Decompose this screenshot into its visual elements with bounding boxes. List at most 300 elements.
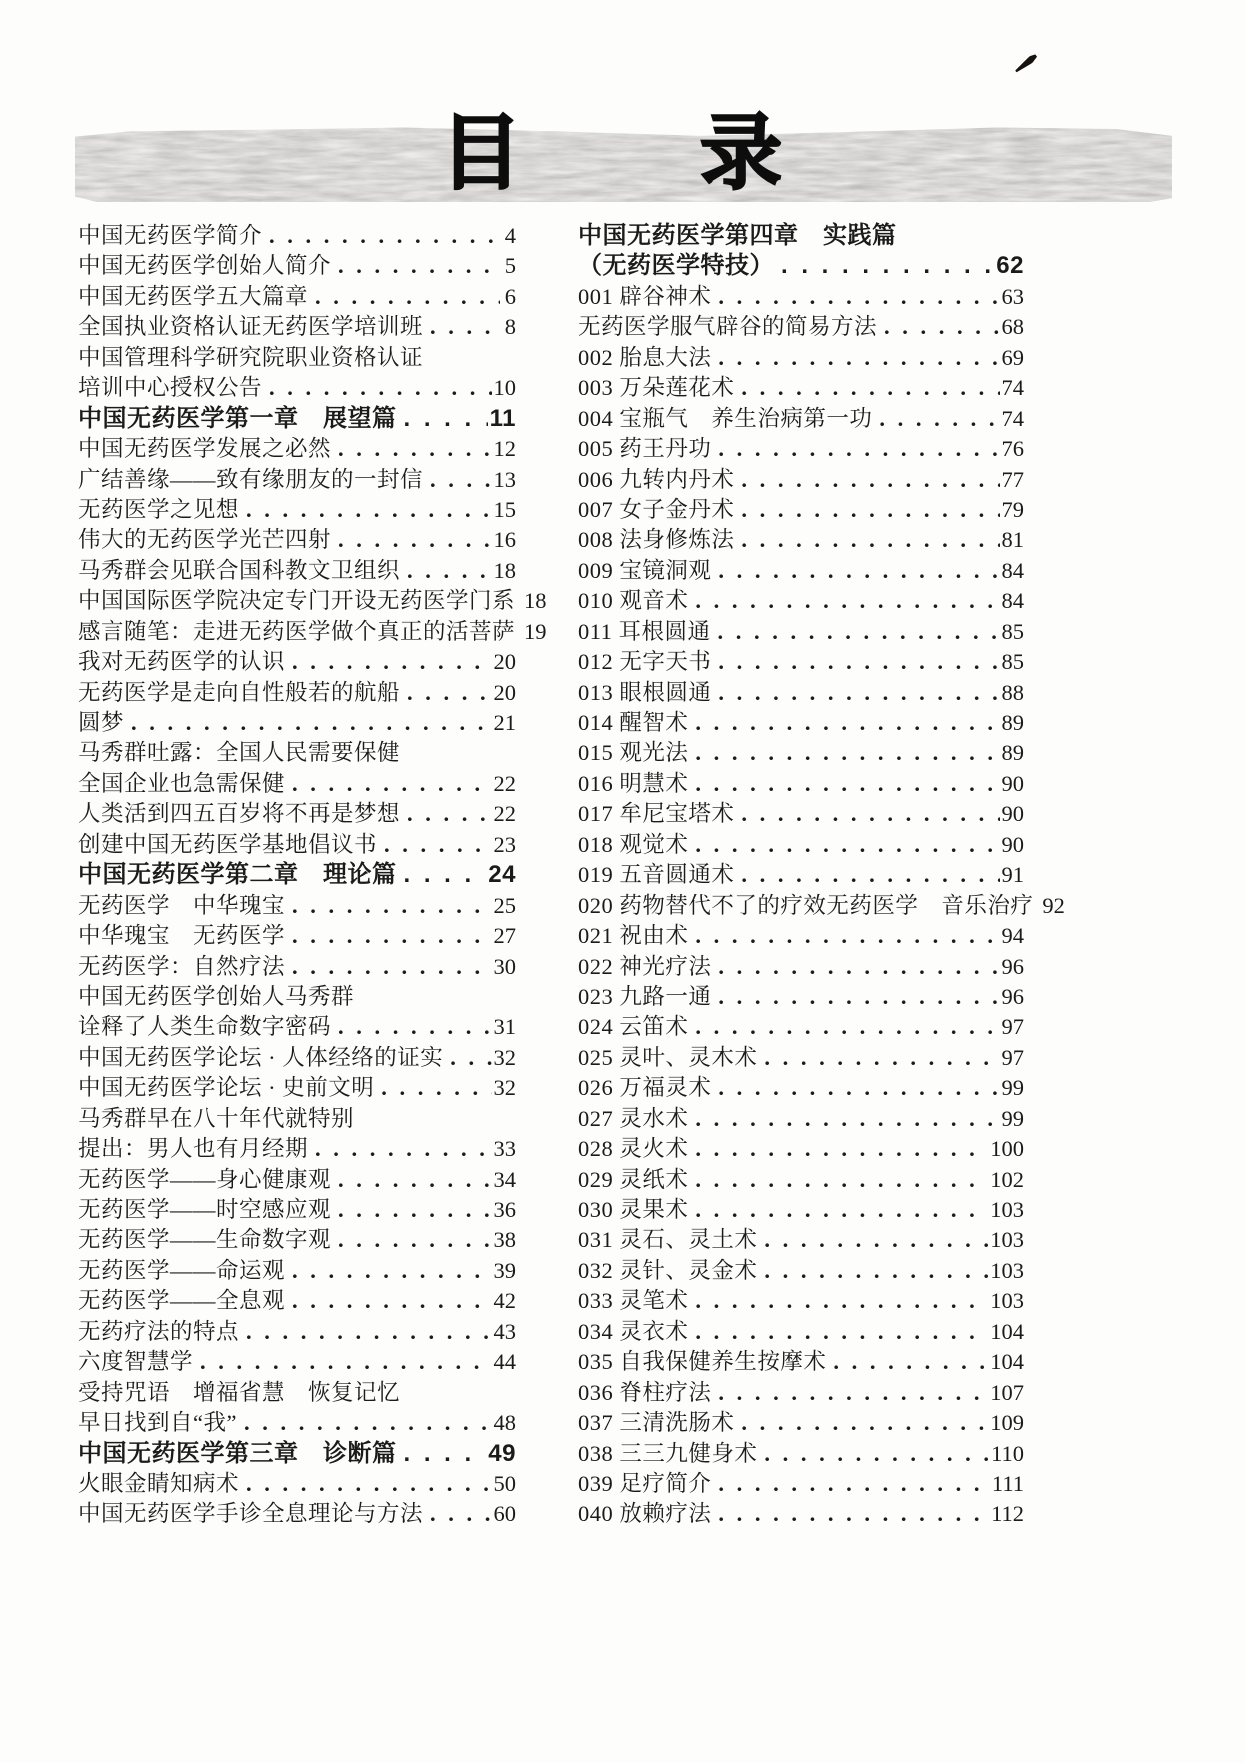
toc-entry-page: 100 xyxy=(990,1136,1024,1162)
toc-entry-title: 全国企业也急需保健 xyxy=(78,770,286,796)
toc-entry-page: 42 xyxy=(493,1288,516,1314)
toc-entry xyxy=(578,1408,1024,1438)
toc-entry xyxy=(78,556,516,586)
toc-entry-title: 中国管理科学研究院职业资格认证 xyxy=(78,344,424,370)
dot-leader xyxy=(246,1317,491,1347)
toc-entry-page: 104 xyxy=(990,1349,1024,1375)
toc-entry-page: 110 xyxy=(991,1440,1024,1466)
toc-entry-title: 015 观光法 xyxy=(578,740,689,766)
toc-entry-title: 中国无药医学简介 xyxy=(78,223,263,248)
toc-entry-page: 107 xyxy=(990,1379,1024,1405)
toc-entry-title: 无药医学是走向自性般若的航船 xyxy=(78,679,401,705)
dot-leader xyxy=(695,1134,988,1164)
toc-entry-page: 13 xyxy=(493,466,516,492)
toc-entry xyxy=(78,1225,516,1255)
toc-entry-page: 90 xyxy=(1001,801,1024,827)
dot-leader xyxy=(269,221,500,251)
toc-entry-page: 6 xyxy=(504,283,516,309)
toc-entry-page: 103 xyxy=(990,1227,1024,1253)
dot-leader xyxy=(338,1225,491,1255)
toc-entry xyxy=(78,404,516,434)
dot-leader xyxy=(292,647,491,677)
toc-entry-title: 017 牟尼宝塔术 xyxy=(578,801,735,827)
toc-entry xyxy=(578,282,1024,312)
dot-leader xyxy=(404,404,488,434)
dot-leader xyxy=(718,1469,990,1499)
toc-entry-page: 69 xyxy=(1001,344,1024,370)
toc-entry-title: 中国无药医学论坛 · 人体经络的证实 xyxy=(78,1044,444,1070)
toc-entry-title: 伟大的无药医学光芒四射 xyxy=(78,527,332,553)
dot-leader xyxy=(695,586,999,616)
toc-entry-title: 031 灵石、灵土术 xyxy=(578,1227,758,1253)
toc-entry xyxy=(78,1408,516,1438)
dot-leader xyxy=(695,921,999,951)
toc-entry xyxy=(578,617,1024,647)
toc-entry-page: 43 xyxy=(493,1318,516,1344)
toc-entry-title: 013 眼根圆通 xyxy=(578,679,712,705)
toc-entry-title: 中国无药医学第四章 实践篇 xyxy=(578,222,897,249)
dot-leader xyxy=(450,1043,491,1073)
toc-entry-page: 111 xyxy=(991,1470,1024,1496)
toc-entry xyxy=(578,799,1024,829)
toc-entry xyxy=(578,1378,1024,1408)
dot-leader xyxy=(718,434,999,464)
toc-entry xyxy=(578,1043,1024,1073)
toc-entry-title: 培训中心授权公告 xyxy=(78,375,263,401)
toc-entry xyxy=(578,525,1024,555)
dot-leader xyxy=(741,860,999,890)
dot-leader xyxy=(292,1286,491,1316)
toc-entry xyxy=(578,495,1024,525)
toc-entry xyxy=(78,1165,516,1195)
toc-entry xyxy=(578,921,1024,951)
toc-entry-page: 62 xyxy=(996,252,1024,280)
toc-entry xyxy=(78,1043,516,1073)
toc-entry xyxy=(78,465,516,495)
toc-entry-title: 035 自我保健养生按摩术 xyxy=(578,1349,827,1375)
toc-entry xyxy=(78,1134,516,1164)
dot-leader xyxy=(404,860,487,890)
toc-entry xyxy=(578,1439,1024,1469)
toc-entry xyxy=(578,1286,1024,1316)
toc-entry xyxy=(78,343,516,373)
toc-entry xyxy=(78,799,516,829)
toc-entry-page: 18 xyxy=(524,588,547,614)
toc-entry-title: 007 女子金丹术 xyxy=(578,496,735,522)
toc-entry xyxy=(78,434,516,464)
toc-entry-page: 103 xyxy=(990,1257,1024,1283)
toc-entry xyxy=(578,1256,1024,1286)
toc-entry-page: 99 xyxy=(1001,1075,1024,1101)
toc-entry-page: 20 xyxy=(493,679,516,705)
toc-column-right xyxy=(578,221,1065,1530)
toc-entry-title: 004 宝瓶气 养生治病第一功 xyxy=(578,405,873,431)
dot-leader xyxy=(338,434,491,464)
toc-entry xyxy=(578,1469,1024,1499)
dot-leader xyxy=(741,465,999,495)
toc-entry-title: 中国无药医学论坛 · 史前文明 xyxy=(78,1075,375,1101)
toc-entry-page: 74 xyxy=(1001,405,1024,431)
toc-entry xyxy=(578,860,1024,890)
toc-entry xyxy=(78,525,516,555)
toc-entry xyxy=(78,1469,516,1499)
toc-entry xyxy=(578,708,1024,738)
toc-entry-title: 中华瑰宝 无药医学 xyxy=(78,923,286,949)
toc-entry-page: 92 xyxy=(1042,892,1065,918)
toc-entry xyxy=(578,221,1024,251)
dot-leader xyxy=(292,1256,491,1286)
dot-leader xyxy=(246,1469,491,1499)
toc-entry-title: 诠释了人类生命数字密码 xyxy=(78,1014,332,1040)
toc-entry-title: 早日找到自“我” xyxy=(78,1410,237,1436)
toc-entry-page: 89 xyxy=(1001,740,1024,766)
toc-entry-page: 97 xyxy=(1001,1044,1024,1070)
toc-entry-title: 中国无药医学第二章 理论篇 xyxy=(78,861,397,889)
toc-entry-page: 19 xyxy=(524,618,547,644)
toc-entry xyxy=(78,1286,516,1316)
dot-leader xyxy=(407,556,491,586)
toc-entry xyxy=(78,1378,516,1408)
toc-entry xyxy=(78,830,516,860)
toc-entry-title: 010 观音术 xyxy=(578,588,689,614)
toc-entry-page: 18 xyxy=(493,557,516,583)
dot-leader xyxy=(764,1225,988,1255)
toc-entry-page: 97 xyxy=(1001,1014,1024,1040)
toc-entry-title: （无药医学特技） xyxy=(578,252,774,280)
toc-entry-title: 无药疗法的特点 xyxy=(78,1318,240,1344)
toc-entry-title: 无药医学 中华瑰宝 xyxy=(78,892,286,918)
toc-entry-title: 圆梦 xyxy=(78,710,125,735)
toc-entry xyxy=(578,647,1024,677)
toc-entry-title: 026 万福灵术 xyxy=(578,1075,712,1101)
toc-entry xyxy=(78,1499,516,1529)
toc-entry-title: 011 耳根圆通 xyxy=(578,618,711,644)
toc-entry-page: 27 xyxy=(493,923,516,949)
toc-entry-page: 8 xyxy=(504,314,516,340)
toc-entry-title: 021 祝由术 xyxy=(578,923,689,949)
dot-leader xyxy=(884,312,999,342)
dot-leader xyxy=(695,1012,999,1042)
toc-entry-page: 12 xyxy=(493,436,516,462)
toc-entry xyxy=(578,1499,1024,1529)
toc-entry-title: 036 脊柱疗法 xyxy=(578,1379,712,1405)
page-title: 目 录 xyxy=(440,108,831,199)
toc-entry-page: 76 xyxy=(1001,436,1024,462)
dot-leader xyxy=(695,1165,988,1195)
dot-leader xyxy=(718,343,999,373)
dot-leader xyxy=(200,1347,491,1377)
toc-entry-title: 中国无药医学五大篇章 xyxy=(78,283,309,309)
dot-leader xyxy=(741,1408,988,1438)
toc-entry xyxy=(578,251,1024,281)
toc-entry-page: 48 xyxy=(493,1410,516,1436)
toc-entry xyxy=(578,1347,1024,1377)
toc-entry-page: 50 xyxy=(493,1470,516,1496)
toc-entry-title: 023 九路一通 xyxy=(578,983,712,1009)
dot-leader xyxy=(407,678,491,708)
toc-entry xyxy=(578,556,1024,586)
toc-entry-title: 022 神光疗法 xyxy=(578,953,712,979)
dot-leader xyxy=(718,1073,999,1103)
toc-entry-page: 89 xyxy=(1001,710,1024,735)
dot-leader xyxy=(338,1165,491,1195)
toc-entry-page: 90 xyxy=(1001,831,1024,857)
toc-entry-page: 96 xyxy=(1001,953,1024,979)
toc-entry xyxy=(578,1317,1024,1347)
toc-entry-title: 009 宝镜洞观 xyxy=(578,557,712,583)
toc-entry-title: 033 灵笔术 xyxy=(578,1288,689,1314)
dot-leader xyxy=(695,1104,999,1134)
dot-leader xyxy=(718,556,999,586)
dot-leader xyxy=(292,921,491,951)
toc-entry-page: 22 xyxy=(493,801,516,827)
ink-mark xyxy=(1014,53,1039,75)
toc-entry xyxy=(578,678,1024,708)
toc-entry xyxy=(578,1012,1024,1042)
toc-entry-title: 006 九转内丹术 xyxy=(578,466,735,492)
toc-entry-title: 无药医学服气辟谷的简易方法 xyxy=(578,314,878,340)
toc-entry-page: 79 xyxy=(1001,496,1024,522)
toc-entry-page: 85 xyxy=(1001,649,1024,675)
toc-entry-title: 中国无药医学创始人简介 xyxy=(78,253,332,279)
toc-entry-page: 15 xyxy=(493,496,516,522)
toc-entry-page: 81 xyxy=(1001,527,1024,553)
toc-entry-page: 103 xyxy=(990,1197,1024,1222)
toc-entry xyxy=(78,1439,516,1469)
toc-entry-page: 91 xyxy=(1001,862,1024,888)
toc-entry-page: 22 xyxy=(493,770,516,796)
toc-entry xyxy=(578,738,1024,768)
toc-entry-title: 中国无药医学发展之必然 xyxy=(78,436,332,462)
dot-leader xyxy=(741,495,999,525)
toc-entry-title: 039 足疗简介 xyxy=(578,1470,712,1496)
dot-leader xyxy=(764,1043,999,1073)
dot-leader xyxy=(338,251,500,281)
toc-entry xyxy=(578,373,1024,403)
toc-entry-title: 040 放赖疗法 xyxy=(578,1501,712,1527)
toc-entry xyxy=(578,1195,1024,1225)
toc-entry-page: 38 xyxy=(493,1227,516,1253)
toc-entry-title: 027 灵水术 xyxy=(578,1105,689,1131)
toc-entry-page: 36 xyxy=(493,1197,516,1222)
dot-leader xyxy=(695,1317,988,1347)
toc-entry-title: 全国执业资格认证无药医学培训班 xyxy=(78,314,424,340)
toc-entry-page: 68 xyxy=(1001,314,1024,340)
dot-leader xyxy=(381,1073,491,1103)
toc-entry xyxy=(78,1317,516,1347)
dot-leader xyxy=(246,495,491,525)
dot-leader xyxy=(430,1499,491,1529)
toc-entry-page: 103 xyxy=(990,1288,1024,1314)
dot-leader xyxy=(718,282,999,312)
toc-entry-page: 84 xyxy=(1001,588,1024,614)
toc-entry xyxy=(578,1134,1024,1164)
toc-entry-page: 21 xyxy=(493,710,516,735)
toc-entry-page: 60 xyxy=(493,1501,516,1527)
toc-entry-title: 038 三三九健身术 xyxy=(578,1440,758,1466)
toc-entry-title: 020 药物替代不了的疗效无药医学 音乐治疗 xyxy=(578,892,1034,918)
dot-leader xyxy=(695,769,999,799)
dot-leader xyxy=(718,982,999,1012)
toc-entry-page: 33 xyxy=(493,1136,516,1162)
toc-entry-page: 4 xyxy=(504,223,516,248)
dot-leader xyxy=(315,282,500,312)
toc-entry-page: 74 xyxy=(1001,375,1024,401)
toc-entry xyxy=(578,312,1024,342)
toc-entry xyxy=(78,952,516,982)
toc-entry-title: 012 无字天书 xyxy=(578,649,712,675)
toc-entry-title: 无药医学——全息观 xyxy=(78,1288,286,1314)
dot-leader xyxy=(430,465,491,495)
toc-entry-title: 016 明慧术 xyxy=(578,770,689,796)
dot-leader xyxy=(407,799,491,829)
toc-entry xyxy=(578,434,1024,464)
dot-leader xyxy=(718,647,999,677)
dot-leader xyxy=(430,312,500,342)
dot-leader xyxy=(384,830,491,860)
toc-entry xyxy=(578,343,1024,373)
toc-entry-title: 广结善缘——致有缘朋友的一封信 xyxy=(78,466,424,492)
dot-leader xyxy=(833,1347,988,1377)
toc-entry xyxy=(78,1104,516,1134)
toc-entry-page: 85 xyxy=(1001,618,1024,644)
dot-leader xyxy=(338,1195,491,1225)
toc-entry-page: 102 xyxy=(990,1166,1024,1192)
toc-entry xyxy=(78,1073,516,1103)
dot-leader xyxy=(741,525,999,555)
toc-entry xyxy=(78,708,516,738)
dot-leader xyxy=(695,738,999,768)
toc-entry-page: 32 xyxy=(493,1044,516,1070)
toc-entry xyxy=(78,586,547,616)
toc-entry-title: 032 灵针、灵金术 xyxy=(578,1257,758,1283)
toc-entry-page: 104 xyxy=(990,1318,1024,1344)
toc-entry-title: 火眼金睛知病术 xyxy=(78,1470,240,1496)
toc-entry-page: 77 xyxy=(1001,466,1024,492)
toc-entry xyxy=(78,1195,516,1225)
dot-leader xyxy=(695,1286,988,1316)
toc-entry-page: 109 xyxy=(990,1410,1024,1436)
toc-entry-title: 024 云笛术 xyxy=(578,1014,689,1040)
toc-entry xyxy=(78,860,516,890)
toc-entry-title: 六度智慧学 xyxy=(78,1349,194,1375)
toc-entry-page: 20 xyxy=(493,649,516,675)
toc-entry xyxy=(78,373,516,403)
toc-entry-title: 无药医学——时空感应观 xyxy=(78,1197,332,1222)
toc-entry-page: 88 xyxy=(1001,679,1024,705)
toc-entry-page: 23 xyxy=(493,831,516,857)
toc-entry xyxy=(78,282,516,312)
toc-entry xyxy=(578,830,1024,860)
toc-entry xyxy=(578,1165,1024,1195)
dot-leader xyxy=(741,799,999,829)
toc-entry-title: 马秀群吐露：全国人民需要保健 xyxy=(78,740,401,766)
toc-entry-title: 无药医学之见想 xyxy=(78,496,240,522)
toc-entry-title: 018 观觉术 xyxy=(578,831,689,857)
toc-entry-page: 24 xyxy=(488,861,516,889)
toc-entry xyxy=(78,221,516,251)
toc-entry-title: 008 法身修炼法 xyxy=(578,527,735,553)
toc-entry xyxy=(78,678,516,708)
toc-entry-title: 030 灵果术 xyxy=(578,1197,689,1222)
toc-entry-page: 90 xyxy=(1001,770,1024,796)
toc-entry-title: 005 药王丹功 xyxy=(578,436,712,462)
dot-leader xyxy=(338,1012,491,1042)
toc-entry xyxy=(578,952,1024,982)
toc-entry xyxy=(578,891,1065,921)
toc-entry xyxy=(578,1104,1024,1134)
toc-entry-title: 中国无药医学第一章 展望篇 xyxy=(78,404,397,432)
toc-entry-title: 中国国际医学院决定专门开设无药医学门系 xyxy=(78,588,516,614)
toc-entry-title: 014 醒智术 xyxy=(578,710,689,735)
toc-entry-title: 002 胎息大法 xyxy=(578,344,712,370)
toc-entry-title: 中国无药医学创始人马秀群 xyxy=(78,983,355,1009)
dot-leader xyxy=(292,769,491,799)
toc-entry-title: 025 灵叶、灵木术 xyxy=(578,1044,758,1070)
toc-entry-page: 84 xyxy=(1001,557,1024,583)
toc-entry-page: 10 xyxy=(493,375,516,401)
toc-entry-title: 感言随笔：走进无药医学做个真正的活菩萨 xyxy=(78,618,516,644)
dot-leader xyxy=(718,678,999,708)
toc-entry xyxy=(78,1012,516,1042)
toc-entry-page: 96 xyxy=(1001,983,1024,1009)
toc-entry xyxy=(78,251,516,281)
toc-entry xyxy=(578,586,1024,616)
toc-entry-page: 16 xyxy=(493,527,516,553)
dot-leader xyxy=(695,830,999,860)
toc-entry xyxy=(78,312,516,342)
dot-leader xyxy=(315,1134,491,1164)
toc-entry-title: 无药医学——生命数字观 xyxy=(78,1227,332,1253)
toc-entry-page: 5 xyxy=(504,253,516,279)
dot-leader xyxy=(404,1439,487,1469)
toc-entry xyxy=(578,404,1024,434)
toc-entry-page: 63 xyxy=(1001,283,1024,309)
toc-entry-title: 019 五音圆通术 xyxy=(578,862,735,888)
toc-entry-page: 34 xyxy=(493,1166,516,1192)
dot-leader xyxy=(718,952,999,982)
toc-entry-title: 我对无药医学的认识 xyxy=(78,649,286,675)
toc-entry-page: 99 xyxy=(1001,1105,1024,1131)
toc-entry xyxy=(78,891,516,921)
toc-entry-title: 提出：男人也有月经期 xyxy=(78,1136,309,1162)
toc-entry-title: 001 辟谷神术 xyxy=(578,283,712,309)
toc-entry-page: 32 xyxy=(493,1075,516,1101)
dot-leader xyxy=(718,1378,988,1408)
toc-entry-title: 037 三清洗肠术 xyxy=(578,1410,735,1436)
toc-entry xyxy=(78,1256,516,1286)
toc-entry-page: 112 xyxy=(991,1501,1024,1527)
toc-entry-title: 马秀群早在八十年代就特别 xyxy=(78,1105,355,1131)
toc-entry-title: 无药医学——命运观 xyxy=(78,1257,286,1283)
toc-entry xyxy=(578,465,1024,495)
toc-column-left xyxy=(78,221,547,1530)
toc-entry xyxy=(78,495,516,525)
toc-entry-title: 无药医学——身心健康观 xyxy=(78,1166,332,1192)
toc-entry-title: 人类活到四五百岁将不再是梦想 xyxy=(78,801,401,827)
toc-entry xyxy=(78,982,516,1012)
toc-entry xyxy=(578,982,1024,1012)
toc-entry-title: 创建中国无药医学基地倡议书 xyxy=(78,831,378,857)
toc-entry xyxy=(78,921,516,951)
dot-leader xyxy=(764,1439,989,1469)
dot-leader xyxy=(292,952,491,982)
toc-entry-page: 39 xyxy=(493,1257,516,1283)
toc-entry-title: 034 灵衣术 xyxy=(578,1318,689,1344)
toc-entry xyxy=(578,769,1024,799)
toc-entry-page: 25 xyxy=(493,892,516,918)
dot-leader xyxy=(131,708,491,738)
